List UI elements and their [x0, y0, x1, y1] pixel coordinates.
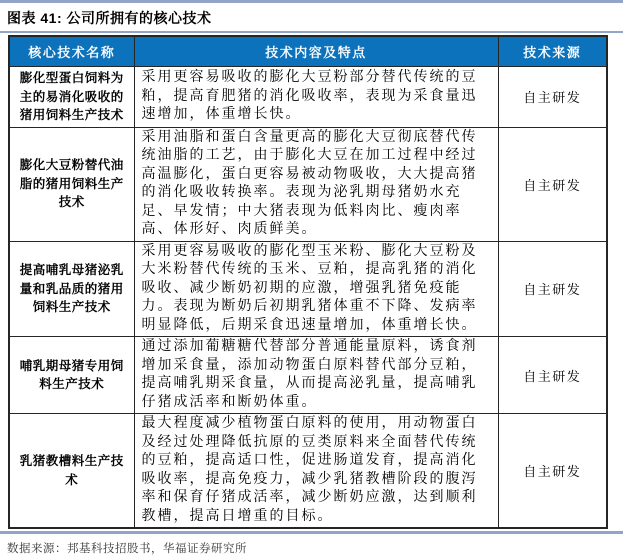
tech-name-cell: 膨化型蛋白饲料为主的易消化吸收的猪用饲料生产技术 [9, 67, 134, 128]
table-row [9, 241, 607, 337]
core-tech-table [8, 35, 608, 529]
tech-content-cell: 采用更容易吸收的膨化大豆粉部分替代传统的豆粕，提高育肥猪的消化吸收率，表现为采食量迅速增加，体重增长快。 [134, 67, 498, 128]
tech-source-cell: 自主研发 [498, 127, 607, 241]
tech-name-cell: 乳猪教槽料生产技术 [9, 414, 134, 529]
table-row [9, 127, 607, 241]
tech-name-cell: 提高哺乳母猪泌乳量和乳品质的猪用饲料生产技术 [9, 241, 134, 337]
table-row [9, 337, 607, 414]
tech-content-cell: 采用油脂和蛋白含量更高的膨化大豆彻底替代传统油脂的工艺，由于膨化大豆在加工过程中经过高温膨化，蛋白更容易被动物吸收，大大提高猪的消化吸收转换率。表现为泌乳期母猪奶水充足、早发情；中大猪表现为低料肉比、瘦肉率高、体形好、肉质鲜美。 [134, 127, 498, 241]
header-cell-tech-source: 技术来源 [498, 36, 607, 67]
figure-title: 图表 41: 公司所拥有的核心技术 [7, 10, 212, 26]
tech-source-cell: 自主研发 [498, 414, 607, 529]
table-row [9, 67, 607, 128]
tech-content-cell: 采用更容易吸收的膨化型玉米粉、膨化大豆粉及大米粉替代传统的玉米、豆粕，提高乳猪的消化吸收、减少断奶初期的应激，增强乳猪免疫能力。表现为断奶后初期乳猪体重不下降、发病率明显降低，后期采食迅速量增加，体重增长快。 [134, 241, 498, 337]
header-cell-tech-name: 核心技术名称 [9, 36, 134, 67]
tech-source-cell: 自主研发 [498, 241, 607, 337]
title-rule [0, 31, 623, 33]
tech-source-cell: 自主研发 [498, 67, 607, 128]
data-source-note: 数据来源：邦基科技招股书，华福证券研究所 [7, 543, 247, 555]
tech-content-cell: 通过添加葡糖糖代替部分普通能量原料，诱食剂增加采食量，添加动物蛋白原料替代部分豆粕，提高哺乳期采食量，从而提高泌乳量，提高哺乳仔猪成活率和断奶体重。 [134, 337, 498, 414]
tech-name-cell: 膨化大豆粉替代油脂的猪用饲料生产技术 [9, 127, 134, 241]
tech-source-cell: 自主研发 [498, 337, 607, 414]
tech-name-cell: 哺乳期母猪专用饲料生产技术 [9, 337, 134, 414]
header-cell-tech-content: 技术内容及特点 [134, 36, 498, 67]
tech-content-cell: 最大程度减少植物蛋白原料的使用，用动物蛋白及经过处理降低抗原的豆类原料来全面替代传统的豆粕，提高适口性，促进肠道发育，提高消化吸收率，提高免疫力，减少乳猪教槽阶段的腹泻率和保育仔猪成活率，减少断奶应激，达到顺利教槽，提高日增重的目标。 [134, 414, 498, 529]
table-row [9, 414, 607, 529]
table-header-row [9, 36, 607, 67]
